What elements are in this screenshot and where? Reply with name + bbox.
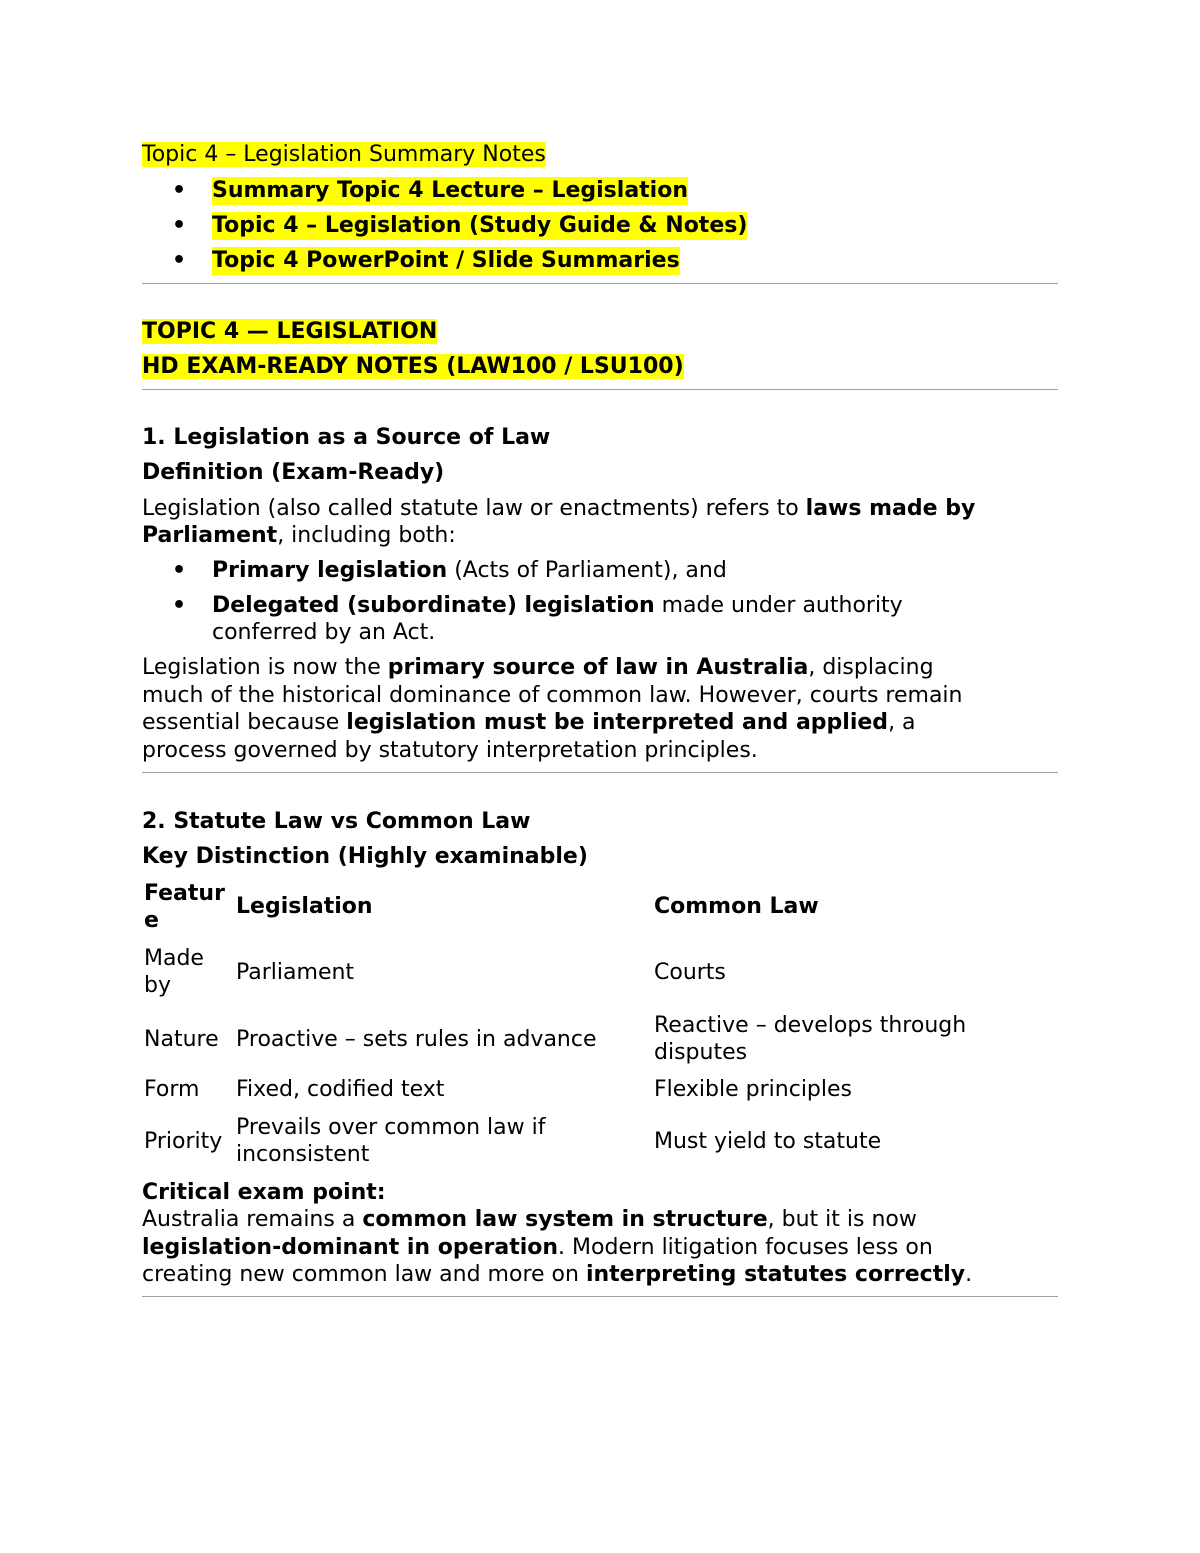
table-header-cell: Common Law bbox=[654, 894, 819, 919]
horizontal-divider bbox=[142, 772, 1058, 773]
definition-paragraph-line: Legislation (also called statute law or enactments) refers to laws made by bbox=[142, 496, 976, 521]
section-2-subtitle: Key Distinction (Highly examinable) bbox=[142, 844, 588, 869]
paragraph-line: Legislation is now the primary source of law in Australia, displacing bbox=[142, 655, 934, 680]
main-heading: TOPIC 4 — LEGISLATION bbox=[142, 319, 438, 344]
critical-point-line: creating new common law and more on interpreting statutes correctly. bbox=[142, 1262, 973, 1287]
table-cell: Form bbox=[144, 1077, 200, 1102]
table-header-cell: Legislation bbox=[236, 894, 373, 919]
main-subheading: HD EXAM-READY NOTES (LAW100 / LSU100) bbox=[142, 354, 684, 379]
paragraph-line: process governed by statutory interpretation principles. bbox=[142, 738, 758, 763]
definition-paragraph-line: Parliament, including both: bbox=[142, 523, 456, 548]
table-cell: Courts bbox=[654, 960, 726, 985]
table-cell: Flexible principles bbox=[654, 1077, 852, 1102]
section-2-title: 2. Statute Law vs Common Law bbox=[142, 809, 531, 834]
table-cell: Fixed, codified text bbox=[236, 1077, 445, 1102]
table-cell: Made by bbox=[144, 946, 204, 998]
horizontal-divider bbox=[142, 1296, 1058, 1297]
critical-point-label: Critical exam point: bbox=[142, 1180, 386, 1205]
horizontal-divider bbox=[142, 283, 1058, 284]
table-cell: Nature bbox=[144, 1027, 219, 1052]
section-1-title: 1. Legislation as a Source of Law bbox=[142, 425, 551, 450]
table-header-cell: Featur e bbox=[144, 881, 225, 933]
table-cell: Prevails over common law if inconsistent bbox=[236, 1115, 546, 1167]
critical-point-line: Australia remains a common law system in structure, but it is now bbox=[142, 1207, 917, 1232]
paragraph-line: much of the historical dominance of common law. However, courts remain bbox=[142, 683, 963, 708]
section-1-subtitle: Definition (Exam-Ready) bbox=[142, 460, 445, 485]
table-cell: Reactive – develops through disputes bbox=[654, 1013, 967, 1065]
table-cell: Parliament bbox=[236, 960, 355, 985]
horizontal-divider bbox=[142, 389, 1058, 390]
table-cell: Must yield to statute bbox=[654, 1129, 882, 1154]
paragraph-line: essential because legislation must be interpreted and applied, a bbox=[142, 710, 916, 735]
critical-point-line: legislation-dominant in operation. Modern litigation focuses less on bbox=[142, 1235, 933, 1260]
table-cell: Priority bbox=[144, 1129, 223, 1154]
table-cell: Proactive – sets rules in advance bbox=[236, 1027, 597, 1052]
summary-title: Topic 4 – Legislation Summary Notes bbox=[142, 142, 546, 167]
